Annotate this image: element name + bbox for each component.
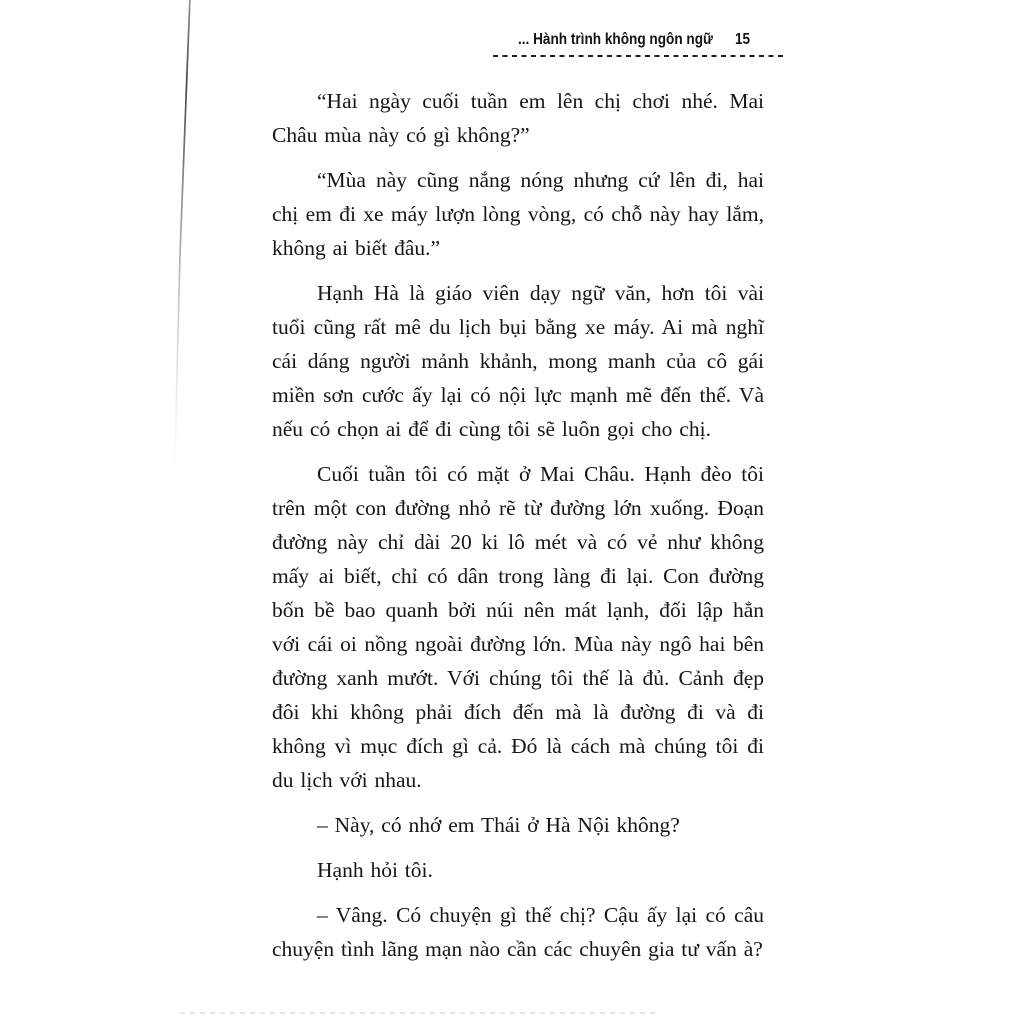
page-number: 15 [734,31,750,48]
footer-dashed-rule [180,1012,658,1014]
page-edge-shadow [0,0,220,480]
paragraph-narration-2: Cuối tuần tôi có mặt ở Mai Châu. Hạnh đèo tôi trên một con đường nhỏ rẽ từ đường lớn xuống. Đoạn đường này chỉ dài 20 ki lô mét và có vẻ như không mấy ai biết, chỉ có dân trong làng đi lại. Con đường bốn bề bao quanh bởi núi nên mát lạnh, đối lập hẳn với cái oi nồng ngoài đường lớn. Mùa này ngô hai bên đường xanh mướt. Với chúng tôi thế là đủ. Cảnh đẹp đôi khi không phải đích đến mà là đường đi và đi không vì mục đích gì cả. Đó là cách mà chúng tôi đi du lịch với nhau. [272,462,764,792]
header-dashed-rule [493,55,787,57]
paragraph-narration-3: Hạnh hỏi tôi. [317,858,433,882]
paragraph-narration-1: Hạnh Hà là giáo viên dạy ngữ văn, hơn tôi vài tuổi cũng rất mê du lịch bụi bằng xe máy. Ai mà nghĩ cái dáng người mảnh khảnh, mong manh của cô gái miền sơn cước ấy lại có nội lực mạnh mẽ đến thế. Và nếu có chọn ai để đi cùng tôi sẽ luôn gọi cho chị. [272,281,764,441]
running-title: ... Hành trình không ngôn ngữ [517,31,713,48]
paragraph-dialogue-2: “Mùa này cũng nắng nóng nhưng cứ lên đi, hai chị em đi xe máy lượn lòng vòng, có chỗ này hay lắm, không ai biết đâu.” [272,168,764,260]
running-header [493,31,787,57]
paragraph-dialogue-4: – Vâng. Có chuyện gì thế chị? Cậu ấy lại có câu chuyện tình lãng mạn nào cần các chuyên gia tư vấn à? [272,903,764,961]
body-text [272,84,764,977]
paragraph-dialogue-3: – Này, có nhớ em Thái ở Hà Nội không? [317,813,680,837]
paragraph-dialogue-1: “Hai ngày cuối tuần em lên chị chơi nhé. Mai Châu mùa này có gì không?” [272,89,764,147]
